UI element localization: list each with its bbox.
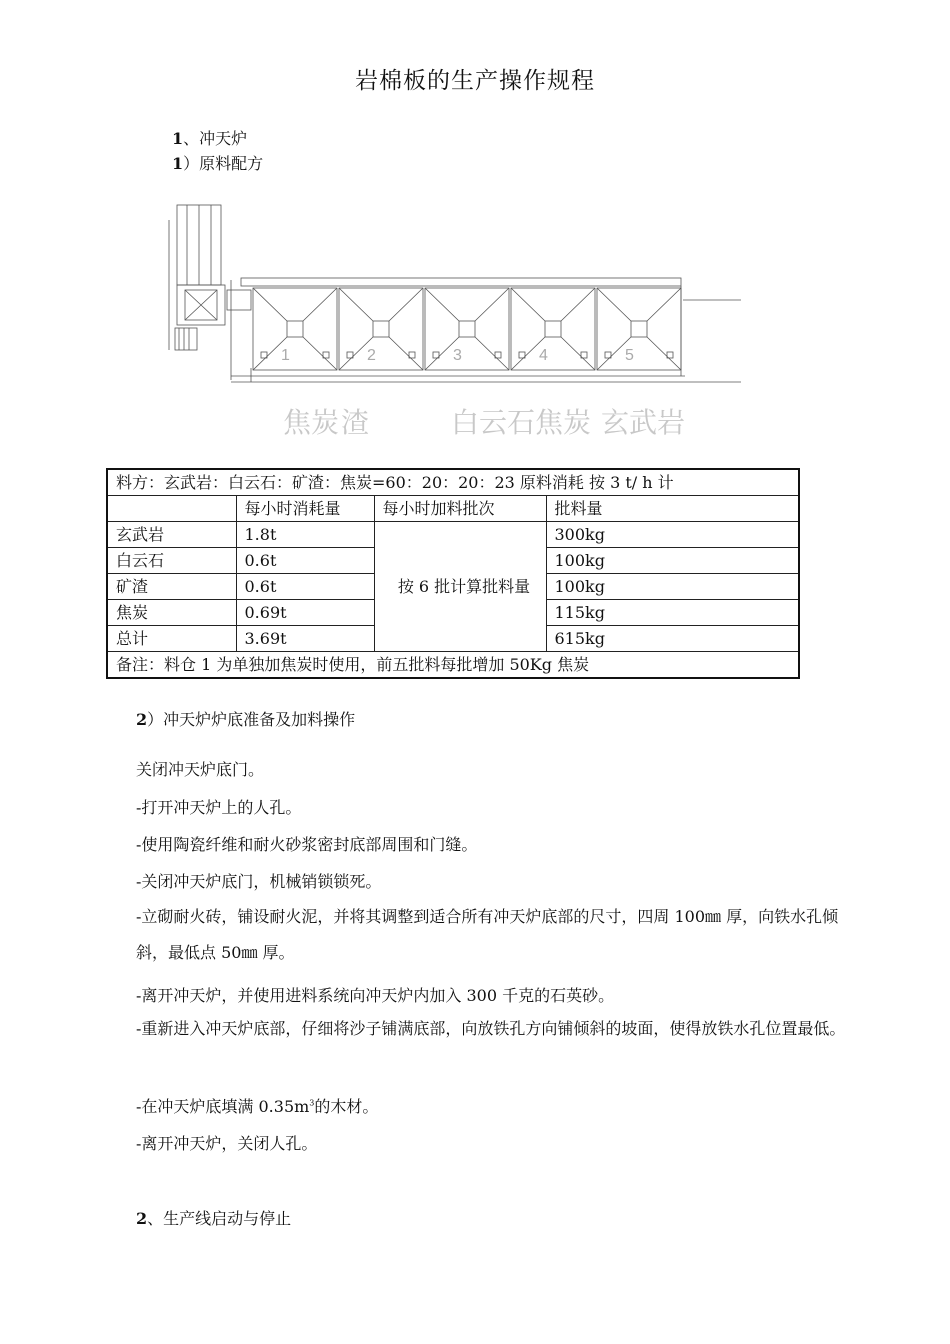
batch-amount: 115kg [546,600,799,626]
column-header [107,496,236,522]
material-name: 玄武岩 [107,522,236,548]
column-header: 批料量 [546,496,799,522]
step-paragraph: -关闭冲天炉底门，机械销锁锁死。 [136,872,382,891]
material-name: 焦炭 [107,600,236,626]
hopper-bin [511,288,595,370]
recipe-table [106,468,800,679]
column-header: 每小时消耗量 [236,496,374,522]
hopper-bin [253,288,337,370]
section-heading-1 [172,126,247,149]
step-paragraph: -重新进入冲天炉底部，仔细将沙子铺满底部，向放铁孔方向铺倾斜的坡面，使得放铁水孔位置最低。 [136,1019,846,1038]
step-text: -在冲天炉底填满 0.35m [136,1097,310,1116]
hopper-bin [425,288,509,370]
hourly-consumption: 0.69t [236,600,374,626]
hourly-consumption: 3.69t [236,626,374,652]
batch-amount: 615kg [546,626,799,652]
batch-amount: 100kg [546,574,799,600]
subsection-label: ）原料配方 [183,154,264,173]
step-paragraph: -离开冲天炉，并使用进料系统向冲天炉内加入 300 千克的石英砂。 [136,986,615,1005]
material-label: 焦炭 [283,406,340,439]
material-name: 矿渣 [107,574,236,600]
hopper-bin [339,288,423,370]
step-paragraph: -立砌耐火砖，铺设耐火泥，并将其调整到适合所有冲天炉底部的尺寸，四周 100㎜ 厚，向铁水孔倾斜，最低点 50㎜ 厚。 [136,907,839,962]
hopper-bin [597,288,681,370]
table-note: 备注：料仓 1 为单独加焦炭时使用，前五批料每批增加 50Kg 焦炭 [107,652,799,679]
subsection-number: 1 [172,154,184,173]
material-name: 白云石 [107,548,236,574]
hourly-consumption: 1.8t [236,522,374,548]
table-title: 料方：玄武岩：白云石：矿渣：焦炭=60：20：20：23 原料消耗 按 3 t/ h 计 [107,469,799,496]
feeding-system-diagram [165,200,750,445]
bin-number-label: 2 [367,347,376,364]
material-name: 总计 [107,626,236,652]
step-paragraph [136,1094,378,1117]
table-note-row [107,652,799,679]
material-label: 渣 [341,406,370,439]
batch-note: 按 6 批计算批料量 [374,522,546,652]
step-paragraph: -离开冲天炉，关闭人孔。 [136,1134,318,1153]
section-label: 、冲天炉 [183,129,248,148]
section-number: 1 [172,129,184,148]
bin-number-label: 1 [281,347,290,364]
section-heading-2 [136,1206,291,1229]
batch-amount: 300kg [546,522,799,548]
table-header-row [107,496,799,522]
column-header: 每小时加料批次 [374,496,546,522]
hourly-consumption: 0.6t [236,548,374,574]
page-title: 岩棉板的生产操作规程 [355,68,595,94]
bin-number-label: 3 [453,347,462,364]
section-number: 2 [136,1209,148,1228]
hourly-consumption: 0.6t [236,574,374,600]
step-text: 的木材。 [314,1097,379,1116]
material-label: 白云石 [451,406,536,439]
table-row [107,522,799,548]
step-paragraph: 关闭冲天炉底门。 [136,760,265,779]
batch-amount: 100kg [546,548,799,574]
table-title-row [107,469,799,496]
subsection-heading-2 [136,707,355,730]
step-paragraph: -使用陶瓷纤维和耐火砂浆密封底部周围和门缝。 [136,835,478,854]
step-paragraph: -打开冲天炉上的人孔。 [136,798,302,817]
bin-number-label: 4 [539,347,548,364]
bin-number-label: 5 [625,347,634,364]
section-label: 、生产线启动与停止 [147,1209,292,1228]
material-label: 玄武岩 [601,406,686,439]
unit-superscript: 3 [309,1098,315,1108]
material-label: 焦炭 [535,406,592,439]
subsection-heading-1 [172,151,263,174]
subsection-number: 2 [136,710,148,729]
subsection-label: ）冲天炉炉底准备及加料操作 [147,710,356,729]
